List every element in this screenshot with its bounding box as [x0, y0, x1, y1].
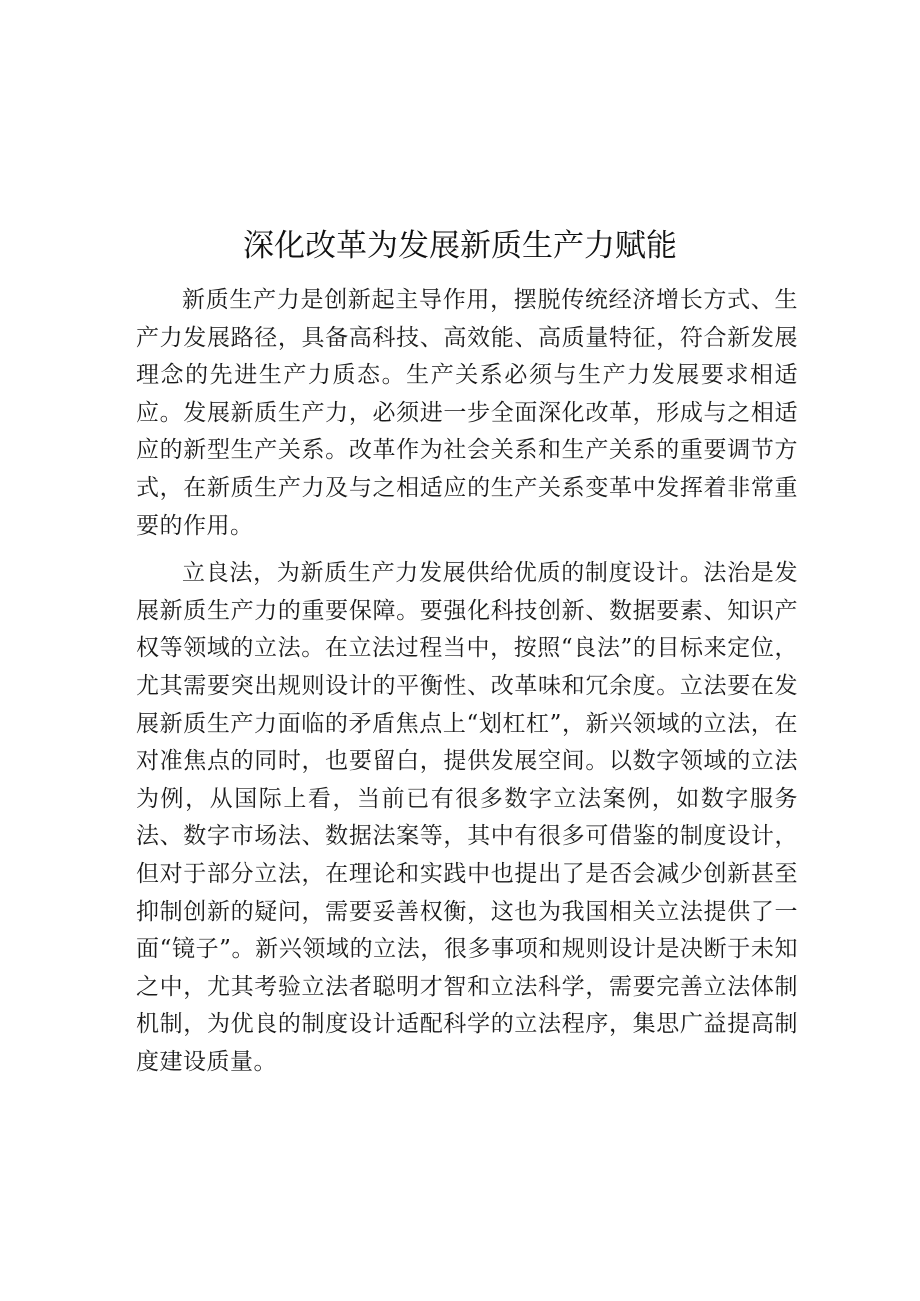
document-title: 深化改革为发展新质生产力赋能 — [243, 228, 677, 264]
paragraph-2: 立良法，为新质生产力发展供给优质的制度设计。法治是发展新质生产力的重要保障。要强化科技创新、数据要素、知识产权等领域的立法。在立法过程当中，按照“良法”的目标来定位，尤其需要突出规则设计的平衡性、改革味和冗余度。立法要在发展新质生产力面临的矛盾焦点上“划杠杠”，新兴领域的立法，在对准焦点的同时，也要留白，提供发展空间。以数字领域的立法为例，从国际上看，当前已有很多数字立法案例，如数字服务法、数字市场法、数据法案等，其中有很多可借鉴的制度设计，但对于部分立法，在理论和实践中也提出了是否会减少创新甚至抑制创新的疑问，需要妥善权衡，这也为我国相关立法提供了一面“镜子”。新兴领域的立法，很多事项和规则设计是决断于未知之中，尤其考验立法者聪明才智和立法科学，需要完善立法体制机制，为优良的制度设计适配科学的立法程序，集思广益提高制度建设质量。 — [136, 560, 798, 1075]
document-body — [136, 282, 798, 1091]
paragraph-1: 新质生产力是创新起主导作用，摆脱传统经济增长方式、生产力发展路径，具备高科技、高效能、高质量特征，符合新发展理念的先进生产力质态。生产关系必须与生产力发展要求相适应。发展新质生产力，必须进一步全面深化改革，形成与之相适应的新型生产关系。改革作为社会关系和生产关系的重要调节方式，在新质生产力及与之相适应的生产关系变革中发挥着非常重要的作用。 — [136, 287, 798, 539]
